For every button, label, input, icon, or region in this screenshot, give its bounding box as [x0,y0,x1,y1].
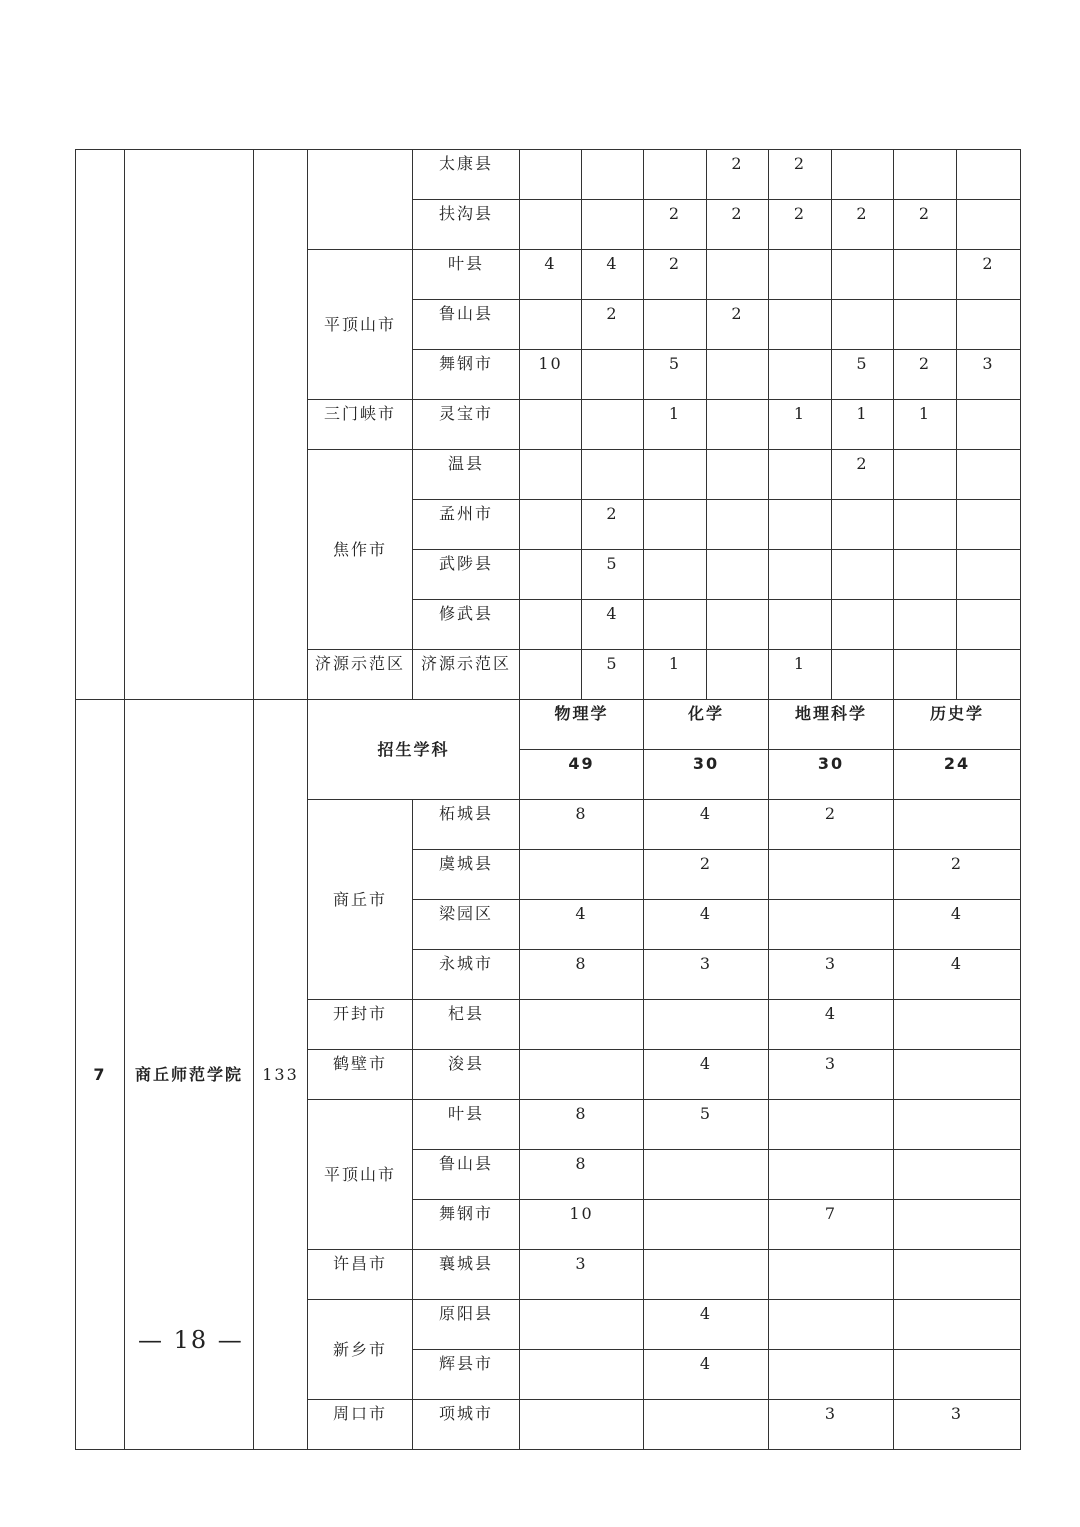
city-cell: 焦作市 [308,450,413,650]
value-cell [707,600,769,650]
value-cell [769,350,832,400]
subject-name: 历史学 [894,700,1021,750]
value-cell [769,1250,894,1300]
value-cell [894,450,957,500]
value-cell: 2 [707,150,769,200]
value-cell: 4 [644,1300,769,1350]
value-cell: 2 [832,200,894,250]
county-cell: 舞钢市 [413,1200,520,1250]
city-cell: 鹤壁市 [308,1050,413,1100]
value-cell [520,1050,644,1100]
value-cell [644,600,707,650]
value-cell [769,1350,894,1400]
value-cell [520,850,644,900]
value-cell: 2 [644,250,707,300]
value-cell [644,450,707,500]
value-cell [707,500,769,550]
value-cell [832,500,894,550]
value-cell [707,550,769,600]
value-cell [769,600,832,650]
county-cell: 武陟县 [413,550,520,600]
value-cell [957,500,1021,550]
value-cell [520,450,582,500]
value-cell: 1 [894,400,957,450]
subject-name: 化学 [644,700,769,750]
value-cell [520,150,582,200]
value-cell: 3 [769,1050,894,1100]
county-cell: 永城市 [413,950,520,1000]
county-cell: 孟州市 [413,500,520,550]
value-cell: 1 [769,650,832,700]
value-cell [894,1150,1021,1200]
value-cell [832,150,894,200]
value-cell: 3 [769,1400,894,1450]
school-cell [125,150,254,700]
county-cell: 叶县 [413,250,520,300]
county-cell: 浚县 [413,1050,520,1100]
value-cell: 1 [769,400,832,450]
value-cell [644,500,707,550]
value-cell [644,550,707,600]
value-cell: 3 [894,1400,1021,1450]
value-cell: 2 [894,200,957,250]
value-cell: 1 [644,400,707,450]
value-cell: 5 [582,550,644,600]
value-cell: 10 [520,350,582,400]
page-number: — 18 — [138,1326,244,1354]
county-cell: 鲁山县 [413,300,520,350]
value-cell [957,650,1021,700]
value-cell [894,800,1021,850]
value-cell [520,1300,644,1350]
value-cell [832,550,894,600]
value-cell: 1 [644,650,707,700]
value-cell [894,600,957,650]
value-cell: 2 [894,850,1021,900]
value-cell [769,500,832,550]
value-cell: 2 [769,200,832,250]
value-cell: 5 [832,350,894,400]
value-cell: 8 [520,1150,644,1200]
header-label: 招生学科 [308,700,520,800]
subject-count: 49 [520,750,644,800]
table-row [76,700,1021,750]
value-cell [644,1400,769,1450]
value-cell: 2 [582,500,644,550]
value-cell [957,550,1021,600]
value-cell: 1 [832,400,894,450]
value-cell [582,450,644,500]
value-cell [644,1000,769,1050]
value-cell [957,450,1021,500]
city-cell: 周口市 [308,1400,413,1450]
value-cell: 4 [644,800,769,850]
value-cell [520,400,582,450]
total-cell [254,150,308,700]
value-cell: 4 [894,900,1021,950]
value-cell [769,300,832,350]
value-cell: 4 [520,250,582,300]
value-cell [957,200,1021,250]
value-cell: 3 [644,950,769,1000]
value-cell: 2 [957,250,1021,300]
value-cell [582,350,644,400]
value-cell: 8 [520,1100,644,1150]
city-cell: 济源示范区 [308,650,413,700]
value-cell [769,900,894,950]
value-cell [894,1200,1021,1250]
value-cell: 5 [582,650,644,700]
value-cell [707,650,769,700]
value-cell [520,1000,644,1050]
value-cell [832,250,894,300]
value-cell: 4 [582,600,644,650]
value-cell [832,650,894,700]
value-cell [769,550,832,600]
value-cell: 2 [582,300,644,350]
value-cell [644,1150,769,1200]
value-cell [957,150,1021,200]
value-cell [644,1250,769,1300]
enrollment-table [75,149,1021,1450]
city-cell: 商丘市 [308,800,413,1000]
county-cell: 济源示范区 [413,650,520,700]
value-cell: 4 [582,250,644,300]
subject-count: 30 [769,750,894,800]
value-cell [582,150,644,200]
value-cell [707,350,769,400]
subject-count: 30 [644,750,769,800]
county-cell: 叶县 [413,1100,520,1150]
county-cell: 舞钢市 [413,350,520,400]
value-cell: 2 [769,150,832,200]
value-cell: 2 [644,200,707,250]
value-cell [520,300,582,350]
value-cell [520,1400,644,1450]
value-cell [769,450,832,500]
county-cell: 修武县 [413,600,520,650]
city-cell: 平顶山市 [308,250,413,400]
school-cell: 商丘师范学院 [125,700,254,1450]
value-cell: 2 [769,800,894,850]
value-cell: 3 [957,350,1021,400]
value-cell [769,250,832,300]
subject-count: 24 [894,750,1021,800]
value-cell [520,550,582,600]
value-cell [894,500,957,550]
value-cell: 4 [644,1350,769,1400]
index-cell: 7 [76,700,125,1450]
county-cell: 原阳县 [413,1300,520,1350]
city-cell [308,150,413,250]
index-cell [76,150,125,700]
value-cell: 5 [644,350,707,400]
value-cell [644,1200,769,1250]
value-cell: 5 [644,1100,769,1150]
value-cell [832,600,894,650]
value-cell: 4 [769,1000,894,1050]
city-cell: 许昌市 [308,1250,413,1300]
value-cell [520,1350,644,1400]
value-cell [644,300,707,350]
city-cell: 新乡市 [308,1300,413,1400]
total-cell: 133 [254,700,308,1450]
value-cell: 2 [832,450,894,500]
value-cell [520,500,582,550]
value-cell: 3 [769,950,894,1000]
value-cell [894,1100,1021,1150]
value-cell [894,1300,1021,1350]
value-cell [769,1300,894,1350]
county-cell: 温县 [413,450,520,500]
value-cell [707,250,769,300]
county-cell: 辉县市 [413,1350,520,1400]
city-cell: 开封市 [308,1000,413,1050]
value-cell [894,650,957,700]
value-cell [769,1100,894,1150]
value-cell: 3 [520,1250,644,1300]
value-cell [582,200,644,250]
subject-name: 地理科学 [769,700,894,750]
value-cell [894,1350,1021,1400]
county-cell: 梁园区 [413,900,520,950]
subject-name: 物理学 [520,700,644,750]
county-cell: 鲁山县 [413,1150,520,1200]
value-cell [894,300,957,350]
value-cell [894,250,957,300]
value-cell [520,650,582,700]
county-cell: 虞城县 [413,850,520,900]
value-cell: 2 [644,850,769,900]
value-cell [707,400,769,450]
value-cell: 8 [520,800,644,850]
value-cell [894,1000,1021,1050]
value-cell: 8 [520,950,644,1000]
county-cell: 太康县 [413,150,520,200]
value-cell [644,150,707,200]
county-cell: 扶沟县 [413,200,520,250]
value-cell: 4 [644,1050,769,1100]
value-cell [707,450,769,500]
county-cell: 项城市 [413,1400,520,1450]
value-cell: 2 [707,300,769,350]
value-cell: 2 [707,200,769,250]
value-cell [957,400,1021,450]
county-cell: 柘城县 [413,800,520,850]
value-cell [832,300,894,350]
value-cell: 4 [894,950,1021,1000]
value-cell [957,600,1021,650]
city-cell: 三门峡市 [308,400,413,450]
county-cell: 襄城县 [413,1250,520,1300]
table-row [76,150,1021,200]
value-cell [520,200,582,250]
county-cell: 灵宝市 [413,400,520,450]
value-cell: 2 [894,350,957,400]
value-cell: 10 [520,1200,644,1250]
value-cell [769,850,894,900]
value-cell [520,600,582,650]
value-cell [957,300,1021,350]
value-cell [769,1150,894,1200]
value-cell [582,400,644,450]
county-cell: 杞县 [413,1000,520,1050]
value-cell: 4 [520,900,644,950]
value-cell [894,550,957,600]
value-cell [894,1250,1021,1300]
city-cell: 平顶山市 [308,1100,413,1250]
value-cell [894,150,957,200]
value-cell: 7 [769,1200,894,1250]
value-cell: 4 [644,900,769,950]
value-cell [894,1050,1021,1100]
